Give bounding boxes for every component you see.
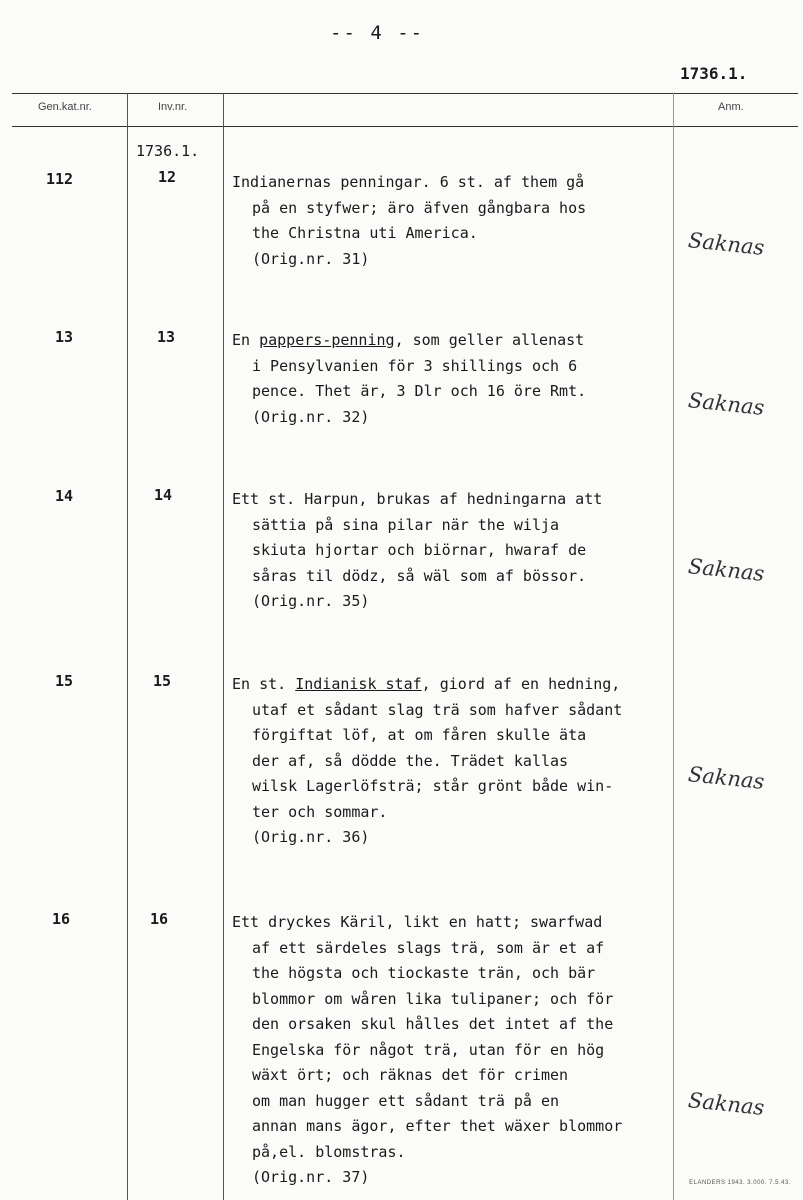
gen-kat-nr: 15: [55, 672, 74, 690]
description-prefix: En: [232, 331, 260, 349]
page-code: 1736.1.: [680, 64, 748, 83]
anm-note: Saknas: [686, 762, 766, 794]
description-line: [232, 328, 672, 354]
entry-description: [232, 910, 672, 1191]
description-line: såras til dödz, så wäl som af bössor.: [252, 566, 587, 585]
description-line: ter och sommar.: [252, 802, 388, 821]
inv-nr: 15: [153, 672, 172, 690]
header-inv-nr: Inv.nr.: [158, 101, 188, 113]
gen-kat-nr: 112: [46, 170, 74, 188]
description-line: wilsk Lagerlöfsträ; står grönt både win-: [252, 777, 614, 795]
table-header: [12, 93, 798, 127]
description-line: der af, så dödde the. Trädet kallas: [252, 751, 569, 770]
description-line: [232, 672, 672, 698]
inv-nr: 13: [157, 328, 176, 346]
header-anm: Anm.: [718, 101, 744, 113]
gen-kat-nr: 14: [55, 487, 74, 505]
description-line: i Pensylvanien för 3 shillings och 6: [252, 356, 578, 375]
entry-description: [232, 487, 672, 615]
description-line: på en styfwer; äro äfven gångbara hos: [252, 198, 587, 217]
description-line: skiuta hjortar och biörnar, hwaraf de: [252, 541, 587, 559]
description-line: (Orig.nr. 31): [252, 249, 370, 268]
inventory-sub-code: 1736.1.: [136, 142, 200, 160]
gen-kat-nr: 13: [55, 328, 74, 346]
anm-note: Saknas: [686, 1088, 766, 1120]
entry-description: [232, 672, 672, 851]
gen-kat-nr: 16: [52, 910, 71, 928]
description-line: (Orig.nr. 36): [252, 828, 370, 846]
description-line: förgiftat löf, at om fåren skulle äta: [252, 726, 587, 744]
column-divider: [127, 93, 128, 1200]
description-underlined: Indianisk staf: [295, 675, 422, 693]
description-line: the Christna uti America.: [252, 224, 478, 242]
anm-note: Saknas: [686, 554, 766, 586]
description-line: på,el. blomstras.: [252, 1142, 406, 1161]
description-line: (Orig.nr. 37): [252, 1168, 370, 1186]
printer-mark: ELANDERS 1943. 3.000. 7.5.43.: [689, 1180, 791, 1186]
description-line: om man hugger ett sådant trä på en: [252, 1091, 560, 1110]
header-gen-kat-nr: Gen.kat.nr.: [38, 101, 92, 113]
description-line: annan mans ägor, efter thet wäxer blommor: [252, 1117, 623, 1135]
page-number: -- 4 --: [330, 22, 425, 44]
anm-note: Saknas: [686, 388, 766, 420]
description-line: Indianernas penningar. 6 st. af them gå: [232, 173, 585, 191]
description-line: pence. Thet är, 3 Dlr och 16 öre Rmt.: [252, 382, 587, 400]
description-line: utaf et sådant slag trä som hafver sådant: [252, 700, 623, 719]
description-line: Engelska för något trä, utan för en hög: [252, 1040, 605, 1059]
inv-nr: 14: [154, 486, 173, 504]
entry-description: [232, 170, 672, 272]
description-line: af ett särdeles slags trä, som är et af: [252, 938, 605, 957]
description-suffix: , giord af en hedning,: [421, 675, 621, 693]
description-underlined: pappers-penning: [259, 331, 395, 349]
column-divider: [223, 93, 224, 1200]
description-line: sättia på sina pilar när the wilja: [252, 515, 560, 534]
description-line: (Orig.nr. 32): [252, 407, 370, 426]
column-divider: [673, 93, 674, 1200]
entry-description: [232, 328, 672, 430]
description-line: (Orig.nr. 35): [252, 592, 370, 610]
description-line: Ett dryckes Käril, likt en hatt; swarfwad: [232, 913, 603, 931]
description-prefix: En st.: [232, 675, 296, 693]
description-line: the högsta och tiockaste trän, och bär: [252, 964, 596, 982]
description-line: wäxt ört; och räknas det för crimen: [252, 1066, 569, 1084]
description-line: den orsaken skul hålles det intet af the: [252, 1015, 614, 1033]
description-line: blommor om wåren lika tulipaner; och för: [252, 989, 614, 1008]
description-line: Ett st. Harpun, brukas af hedningarna att: [232, 490, 603, 508]
inv-nr: 12: [158, 168, 177, 186]
anm-note: Saknas: [686, 228, 766, 260]
inv-nr: 16: [150, 910, 169, 928]
description-suffix: , som geller allenast: [394, 331, 585, 349]
